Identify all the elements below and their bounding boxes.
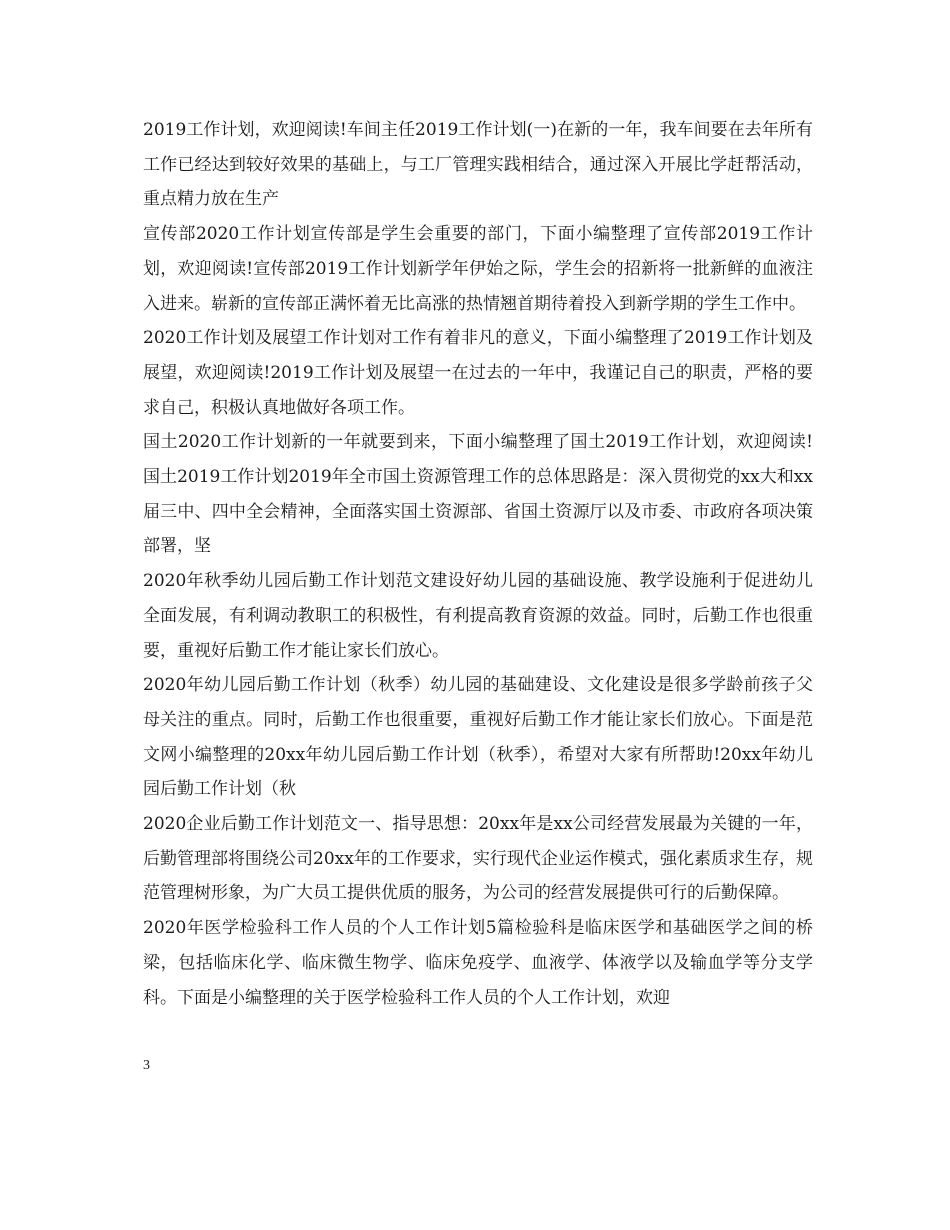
paragraph-kindergarten-logistics-plan: 2020年幼儿园后勤工作计划（秋季）幼儿园的基础建设、文化建设是很多学龄前孩子父母关注的重点。同时，后勤工作也很重要，重视好后勤工作才能让家长们放心。下面是范文网小编整理的20xx年幼儿园后勤工作计划（秋季），希望对大家有所帮助!20xx年幼儿园后勤工作计划（秋 — [143, 675, 813, 800]
page-number: 3 — [143, 1058, 150, 1073]
paragraph-publicity-plan: 宣传部2020工作计划宣传部是学生会重要的部门，下面小编整理了宣传部2019工作计划，欢迎阅读!宣传部2019工作计划新学年伊始之际，学生会的招新将一批新鲜的血液注入进来。崭新的宣传部正满怀着无比高涨的热情翘首期待着投入到新学期的学生工作中。 — [143, 224, 813, 314]
paragraph-plan-outlook: 2020工作计划及展望工作计划对工作有着非凡的意义，下面小编整理了2019工作计划及展望，欢迎阅读!2019工作计划及展望一在过去的一年中，我谨记自己的职责，严格的要求自己，积极认真地做好各项工作。 — [143, 328, 813, 418]
paragraph-enterprise-logistics-plan: 2020企业后勤工作计划范文一、指导思想：20xx年是xx公司经营发展最为关键的一年，后勤管理部将围绕公司20xx年的工作要求，实行现代企业运作模式，强化素质求生存，规范管理树形象，为广大员工提供优质的服务，为公司的经营发展提供可行的后勤保障。 — [143, 814, 813, 904]
paragraph-workshop-plan: 2019工作计划，欢迎阅读!车间主任2019工作计划(一)在新的一年，我车间要在去年所有工作已经达到较好效果的基础上，与工厂管理实践相结合，通过深入开展比学赶帮活动，重点精力放在生产 — [143, 120, 813, 210]
paragraph-land-plan: 国土2020工作计划新的一年就要到来，下面小编整理了国土2019工作计划，欢迎阅读!国土2019工作计划2019年全市国土资源管理工作的总体思路是：深入贯彻党的xx大和xx届三中、四中全会精神，全面落实国土资源部、省国土资源厅以及市委、市政府各项决策部署，坚 — [143, 432, 813, 557]
document-body — [143, 113, 813, 1015]
paragraph-kindergarten-autumn-plan: 2020年秋季幼儿园后勤工作计划范文建设好幼儿园的基础设施、教学设施利于促进幼儿全面发展，有利调动教职工的积极性，有利提高教育资源的效益。同时，后勤工作也很重要，重视好后勤工作才能让家长们放心。 — [143, 571, 813, 661]
paragraph-medical-lab-plan: 2020年医学检验科工作人员的个人工作计划5篇检验科是临床医学和基础医学之间的桥梁，包括临床化学、临床微生物学、临床免疫学、血液学、体液学以及输血学等分支学科。下面是小编整理的关于医学检验科工作人员的个人工作计划，欢迎 — [143, 918, 813, 1008]
